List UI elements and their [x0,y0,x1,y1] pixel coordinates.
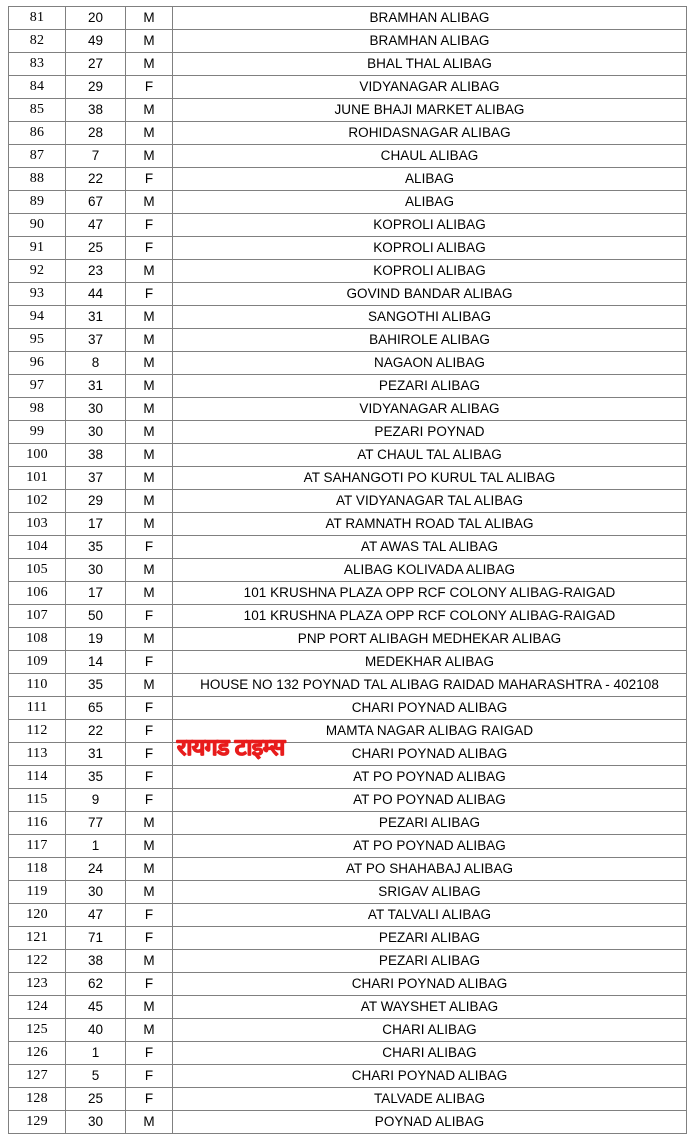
table-row [9,283,687,306]
cell-serial-number: 88 [9,168,66,191]
cell-serial-number: 105 [9,559,66,582]
cell-age: 23 [66,260,126,283]
table-row [9,835,687,858]
cell-gender: M [126,53,173,76]
cell-age: 77 [66,812,126,835]
table-row [9,789,687,812]
cell-address: HOUSE NO 132 POYNAD TAL ALIBAG RAIDAD MAHARASHTRA - 402108 [173,674,687,697]
cell-address: PNP PORT ALIBAGH MEDHEKAR ALIBAG [173,628,687,651]
cell-address: PEZARI ALIBAG [173,950,687,973]
cell-address: 101 KRUSHNA PLAZA OPP RCF COLONY ALIBAG-RAIGAD [173,582,687,605]
cell-serial-number: 103 [9,513,66,536]
cell-age: 37 [66,329,126,352]
cell-age: 1 [66,835,126,858]
cell-address: AT WAYSHET ALIBAG [173,996,687,1019]
cell-serial-number: 89 [9,191,66,214]
cell-gender: F [126,973,173,996]
cell-gender: M [126,996,173,1019]
cell-gender: M [126,444,173,467]
cell-gender: M [126,1111,173,1134]
cell-gender: M [126,1019,173,1042]
table-row [9,904,687,927]
cell-gender: F [126,743,173,766]
cell-age: 37 [66,467,126,490]
table-row [9,812,687,835]
table-row [9,168,687,191]
cell-address: AT VIDYANAGAR TAL ALIBAG [173,490,687,513]
cell-serial-number: 111 [9,697,66,720]
cell-address: AT SAHANGOTI PO KURUL TAL ALIBAG [173,467,687,490]
cell-gender: M [126,352,173,375]
table-body [9,7,687,1134]
cell-serial-number: 92 [9,260,66,283]
cell-age: 20 [66,7,126,30]
cell-serial-number: 87 [9,145,66,168]
cell-serial-number: 125 [9,1019,66,1042]
table-row [9,927,687,950]
table-row [9,674,687,697]
cell-gender: F [126,536,173,559]
table-row [9,76,687,99]
table-row [9,444,687,467]
cell-address: CHARI ALIBAG [173,1042,687,1065]
cell-age: 47 [66,904,126,927]
cell-age: 35 [66,536,126,559]
cell-gender: F [126,697,173,720]
cell-address: ROHIDASNAGAR ALIBAG [173,122,687,145]
cell-address: VIDYANAGAR ALIBAG [173,398,687,421]
cell-gender: M [126,99,173,122]
cell-serial-number: 117 [9,835,66,858]
table-row [9,7,687,30]
cell-gender: F [126,1065,173,1088]
table-row [9,720,687,743]
cell-address: CHARI POYNAD ALIBAG [173,697,687,720]
cell-age: 1 [66,1042,126,1065]
cell-gender: M [126,329,173,352]
cell-gender: M [126,881,173,904]
cell-gender: F [126,237,173,260]
cell-age: 25 [66,237,126,260]
cell-address: PEZARI ALIBAG [173,375,687,398]
cell-age: 38 [66,99,126,122]
cell-serial-number: 100 [9,444,66,467]
table-row [9,53,687,76]
cell-address: CHARI POYNAD ALIBAG [173,1065,687,1088]
cell-serial-number: 112 [9,720,66,743]
cell-age: 35 [66,674,126,697]
table-row [9,973,687,996]
cell-gender: F [126,168,173,191]
table-row [9,743,687,766]
register-table [8,6,687,1134]
cell-serial-number: 102 [9,490,66,513]
cell-gender: M [126,145,173,168]
cell-age: 30 [66,559,126,582]
cell-address: POYNAD ALIBAG [173,1111,687,1134]
cell-gender: M [126,191,173,214]
table-row [9,766,687,789]
cell-serial-number: 122 [9,950,66,973]
cell-gender: M [126,674,173,697]
cell-age: 38 [66,950,126,973]
cell-age: 14 [66,651,126,674]
cell-age: 25 [66,1088,126,1111]
cell-serial-number: 85 [9,99,66,122]
cell-gender: M [126,7,173,30]
table-row [9,1065,687,1088]
cell-address: KOPROLI ALIBAG [173,214,687,237]
newspaper-watermark: रायगड टाइम्स [177,734,285,760]
cell-serial-number: 90 [9,214,66,237]
cell-age: 19 [66,628,126,651]
cell-gender: M [126,30,173,53]
table-row [9,375,687,398]
cell-age: 38 [66,444,126,467]
cell-gender: F [126,766,173,789]
cell-address: AT RAMNATH ROAD TAL ALIBAG [173,513,687,536]
cell-gender: F [126,720,173,743]
table-row [9,352,687,375]
cell-serial-number: 128 [9,1088,66,1111]
cell-serial-number: 127 [9,1065,66,1088]
cell-age: 27 [66,53,126,76]
cell-gender: M [126,421,173,444]
table-row [9,421,687,444]
cell-gender: F [126,651,173,674]
cell-address: KOPROLI ALIBAG [173,237,687,260]
cell-address: ALIBAG KOLIVADA ALIBAG [173,559,687,582]
table-row [9,1088,687,1111]
cell-age: 71 [66,927,126,950]
cell-address: CHARI POYNAD ALIBAG [173,973,687,996]
table-row [9,191,687,214]
cell-serial-number: 126 [9,1042,66,1065]
cell-address: BHAL THAL ALIBAG [173,53,687,76]
table-row [9,536,687,559]
cell-serial-number: 99 [9,421,66,444]
cell-address: AT AWAS TAL ALIBAG [173,536,687,559]
table-row [9,559,687,582]
cell-age: 9 [66,789,126,812]
cell-address: BRAMHAN ALIBAG [173,7,687,30]
cell-gender: F [126,927,173,950]
cell-gender: F [126,605,173,628]
cell-gender: M [126,812,173,835]
table-row [9,513,687,536]
cell-serial-number: 124 [9,996,66,1019]
table-row [9,99,687,122]
cell-age: 30 [66,1111,126,1134]
cell-gender: F [126,214,173,237]
cell-gender: M [126,467,173,490]
cell-address: ALIBAG [173,191,687,214]
cell-address: VIDYANAGAR ALIBAG [173,76,687,99]
cell-address: NAGAON ALIBAG [173,352,687,375]
cell-gender: M [126,306,173,329]
cell-age: 40 [66,1019,126,1042]
table-row [9,260,687,283]
table-row [9,1019,687,1042]
cell-serial-number: 116 [9,812,66,835]
cell-gender: M [126,375,173,398]
table-row [9,1042,687,1065]
cell-address: PEZARI ALIBAG [173,812,687,835]
cell-address: MAMTA NAGAR ALIBAG RAIGAD [173,720,687,743]
cell-address: CHAUL ALIBAG [173,145,687,168]
cell-gender: M [126,490,173,513]
table-row [9,122,687,145]
table-row [9,237,687,260]
cell-serial-number: 101 [9,467,66,490]
cell-gender: F [126,904,173,927]
cell-serial-number: 98 [9,398,66,421]
cell-serial-number: 115 [9,789,66,812]
cell-age: 7 [66,145,126,168]
table-row [9,306,687,329]
cell-address: AT PO POYNAD ALIBAG [173,835,687,858]
table-row [9,996,687,1019]
table-row [9,651,687,674]
cell-address: GOVIND BANDAR ALIBAG [173,283,687,306]
cell-gender: M [126,835,173,858]
cell-address: BRAMHAN ALIBAG [173,30,687,53]
cell-age: 17 [66,513,126,536]
cell-serial-number: 120 [9,904,66,927]
cell-gender: M [126,513,173,536]
cell-serial-number: 95 [9,329,66,352]
cell-gender: F [126,789,173,812]
table-row [9,582,687,605]
table-row [9,697,687,720]
cell-gender: M [126,950,173,973]
cell-serial-number: 104 [9,536,66,559]
cell-age: 67 [66,191,126,214]
cell-age: 30 [66,421,126,444]
cell-gender: M [126,582,173,605]
cell-age: 29 [66,490,126,513]
cell-serial-number: 114 [9,766,66,789]
cell-address: PEZARI POYNAD [173,421,687,444]
cell-serial-number: 113 [9,743,66,766]
cell-age: 30 [66,398,126,421]
cell-gender: M [126,260,173,283]
cell-address: AT PO POYNAD ALIBAG [173,766,687,789]
cell-address: SANGOTHI ALIBAG [173,306,687,329]
cell-gender: F [126,283,173,306]
cell-address: AT PO SHAHABAJ ALIBAG [173,858,687,881]
cell-address: AT TALVALI ALIBAG [173,904,687,927]
cell-serial-number: 110 [9,674,66,697]
table-row [9,329,687,352]
table-row [9,881,687,904]
cell-address: BAHIROLE ALIBAG [173,329,687,352]
cell-serial-number: 96 [9,352,66,375]
cell-address: 101 KRUSHNA PLAZA OPP RCF COLONY ALIBAG-RAIGAD [173,605,687,628]
cell-address: KOPROLI ALIBAG [173,260,687,283]
cell-gender: F [126,1042,173,1065]
cell-age: 8 [66,352,126,375]
cell-serial-number: 94 [9,306,66,329]
cell-age: 31 [66,375,126,398]
cell-gender: F [126,1088,173,1111]
cell-address: PEZARI ALIBAG [173,927,687,950]
cell-serial-number: 121 [9,927,66,950]
cell-age: 24 [66,858,126,881]
cell-serial-number: 107 [9,605,66,628]
cell-serial-number: 83 [9,53,66,76]
cell-age: 30 [66,881,126,904]
cell-address: TALVADE ALIBAG [173,1088,687,1111]
cell-serial-number: 118 [9,858,66,881]
table-row [9,628,687,651]
cell-address: AT CHAUL TAL ALIBAG [173,444,687,467]
cell-address: ALIBAG [173,168,687,191]
cell-serial-number: 106 [9,582,66,605]
cell-age: 29 [66,76,126,99]
cell-age: 22 [66,720,126,743]
table-row [9,145,687,168]
cell-serial-number: 109 [9,651,66,674]
cell-address: AT PO POYNAD ALIBAG [173,789,687,812]
cell-serial-number: 93 [9,283,66,306]
table-row [9,30,687,53]
cell-age: 28 [66,122,126,145]
cell-address: CHARI ALIBAG [173,1019,687,1042]
cell-gender: M [126,122,173,145]
cell-age: 5 [66,1065,126,1088]
table-row [9,605,687,628]
cell-gender: F [126,76,173,99]
cell-age: 22 [66,168,126,191]
cell-serial-number: 82 [9,30,66,53]
cell-serial-number: 129 [9,1111,66,1134]
cell-address: MEDEKHAR ALIBAG [173,651,687,674]
cell-age: 65 [66,697,126,720]
cell-age: 35 [66,766,126,789]
table-row [9,950,687,973]
table-row [9,490,687,513]
cell-age: 17 [66,582,126,605]
cell-age: 31 [66,743,126,766]
cell-age: 45 [66,996,126,1019]
cell-age: 49 [66,30,126,53]
cell-serial-number: 97 [9,375,66,398]
table-row [9,398,687,421]
cell-serial-number: 119 [9,881,66,904]
cell-gender: M [126,628,173,651]
cell-age: 44 [66,283,126,306]
cell-address: SRIGAV ALIBAG [173,881,687,904]
cell-serial-number: 81 [9,7,66,30]
table-row [9,1111,687,1134]
cell-serial-number: 84 [9,76,66,99]
cell-age: 47 [66,214,126,237]
cell-serial-number: 86 [9,122,66,145]
cell-age: 31 [66,306,126,329]
cell-address: JUNE BHAJI MARKET ALIBAG [173,99,687,122]
cell-serial-number: 91 [9,237,66,260]
cell-gender: M [126,559,173,582]
cell-address: CHARI POYNAD ALIBAG [173,743,687,766]
cell-serial-number: 108 [9,628,66,651]
cell-age: 62 [66,973,126,996]
cell-gender: M [126,398,173,421]
cell-gender: M [126,858,173,881]
cell-age: 50 [66,605,126,628]
table-row [9,858,687,881]
table-row [9,214,687,237]
cell-serial-number: 123 [9,973,66,996]
table-row [9,467,687,490]
